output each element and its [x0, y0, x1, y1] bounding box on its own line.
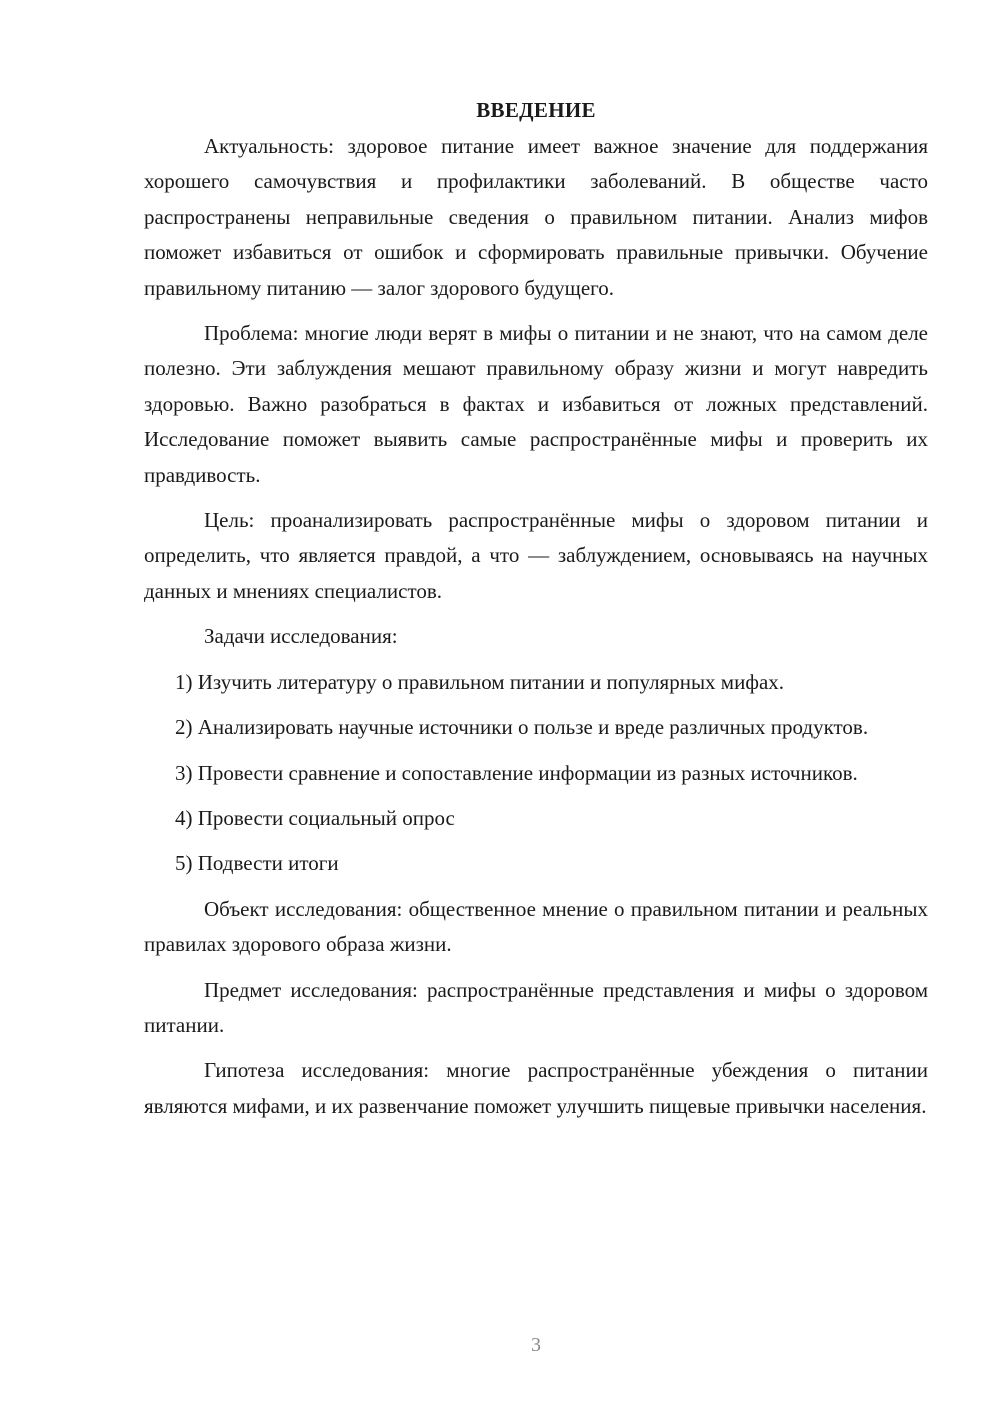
hypothesis-paragraph: Гипотеза исследования: многие распространённые убеждения о питании являются мифами, и их развенчание поможет улучшить пищевые привычки населения.: [144, 1058, 928, 1118]
task-item-5: 5) Подвести итоги: [175, 851, 339, 876]
task-item-2: 2) Анализировать научные источники о пользе и вреде различных продуктов.: [175, 715, 869, 740]
problem-paragraph: Проблема: многие люди верят в мифы о питании и не знают, что на самом деле полезно. Эти заблуждения мешают правильному образу жизни и могут навредить здоровью. Важно разобраться в фактах и избавиться от ложных представлений. Исследование поможет выявить самые распространённые мифы и проверить их правдивость.: [144, 321, 928, 487]
document-page: [144, 95, 928, 1134]
tasks-heading: Задачи исследования:: [204, 624, 398, 649]
object-paragraph: Объект исследования: общественное мнение о правильном питании и реальных правилах здорового образа жизни.: [144, 896, 928, 957]
goal-paragraph: Цель: проанализировать распространённые мифы о здоровом питании и определить, что является правдой, а что — заблуждением, основываясь на научных данных и мнениях специалистов.: [144, 508, 928, 603]
page-number: 3: [531, 1334, 541, 1356]
relevance-paragraph: Актуальность: здоровое питание имеет важное значение для поддержания хорошего самочувствия и профилактики заболеваний. В обществе часто распространены неправильные сведения о правильном питании. Анализ мифов поможет избавиться от ошибок и сформировать правильные привычки. Обучение правильному питанию — залог здорового будущего.: [144, 134, 928, 300]
task-item-4: 4) Провести социальный опрос: [175, 805, 455, 830]
subject-paragraph: Предмет исследования: распространённые представления и мифы о здоровом питании.: [144, 977, 928, 1037]
task-item-3: 3) Провести сравнение и сопоставление информации из разных источников.: [175, 760, 858, 785]
section-title: ВВЕДЕНИЕ: [476, 98, 596, 122]
task-item-1: 1) Изучить литературу о правильном питании и популярных мифах.: [175, 669, 785, 694]
